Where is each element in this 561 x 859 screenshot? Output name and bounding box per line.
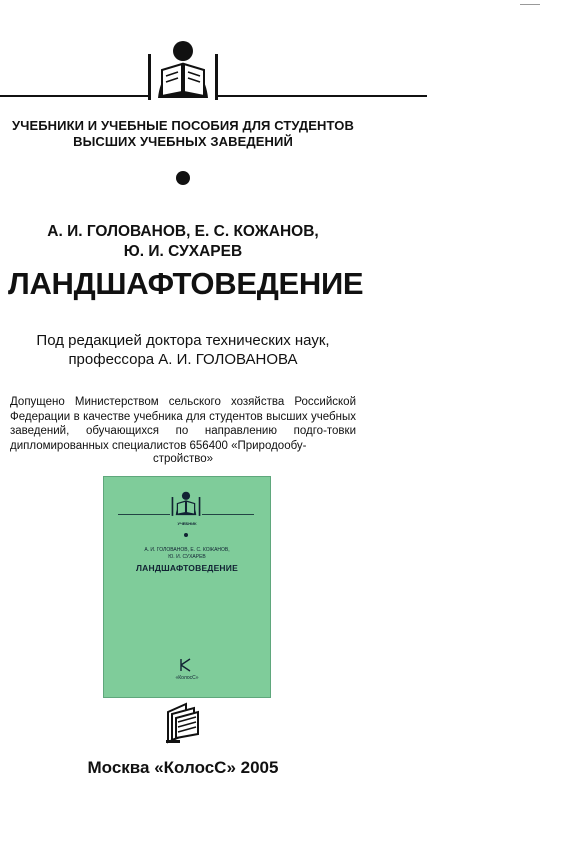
cover-dot (184, 533, 188, 537)
cover-publisher: «КолосС» (175, 675, 199, 681)
series-line-1: УЧЕБНИКИ И УЧЕБНЫЕ ПОСОБИЯ ДЛЯ СТУДЕНТОВ (12, 118, 354, 133)
cover-series: УЧЕБНИК (177, 521, 197, 526)
authors (0, 222, 366, 262)
editor-line-1: Под редакцией доктора технических наук, (36, 332, 330, 349)
approval-text: Допущено Министерством сельского хозяйства Российской Федерации в качестве учебника для студентов высших учебных заведений, обучающихся по направлению подго-товки дипломированных специалистов 656400 «Природообу- (10, 396, 356, 452)
book-title: ЛАНДШАФТОВЕДЕНИЕ (8, 266, 364, 301)
separator-dot (176, 171, 190, 185)
cover-title: ЛАНДШАФТОВЕДЕНИЕ (136, 563, 238, 573)
editor-line-2: профессора А. И. ГОЛОВАНОВА (68, 351, 298, 368)
cover-authors-line-1: А. И. ГОЛОВАНОВ, Е. С. КОЖАНОВ, (144, 547, 230, 553)
header-rule-left (0, 95, 148, 97)
cover-authors (104, 547, 270, 561)
reader-book-emblem-icon (144, 40, 222, 102)
cover-rule-right (202, 514, 254, 515)
publisher-logo-icon (164, 702, 202, 744)
header-rule-right (217, 95, 427, 97)
imprint: Москва «КолосС» 2005 (87, 758, 279, 777)
corner-mark (520, 4, 540, 5)
authors-line-1: А. И. ГОЛОВАНОВ, Е. С. КОЖАНОВ, (47, 223, 319, 240)
cover-authors-line-2: Ю. И. СУХАРЕВ (168, 554, 206, 560)
cover-thumbnail (103, 476, 271, 698)
cover-rule-left (118, 514, 170, 515)
series-heading (0, 118, 366, 150)
authors-line-2: Ю. И. СУХАРЕВ (123, 243, 243, 260)
cover-publisher-logo-icon (178, 658, 194, 672)
approval-text-last-line: стройство» (152, 453, 214, 465)
cover-emblem-icon (170, 491, 202, 517)
editor-credit (0, 331, 366, 369)
series-line-2: ВЫСШИХ УЧЕБНЫХ ЗАВЕДЕНИЙ (73, 134, 293, 149)
